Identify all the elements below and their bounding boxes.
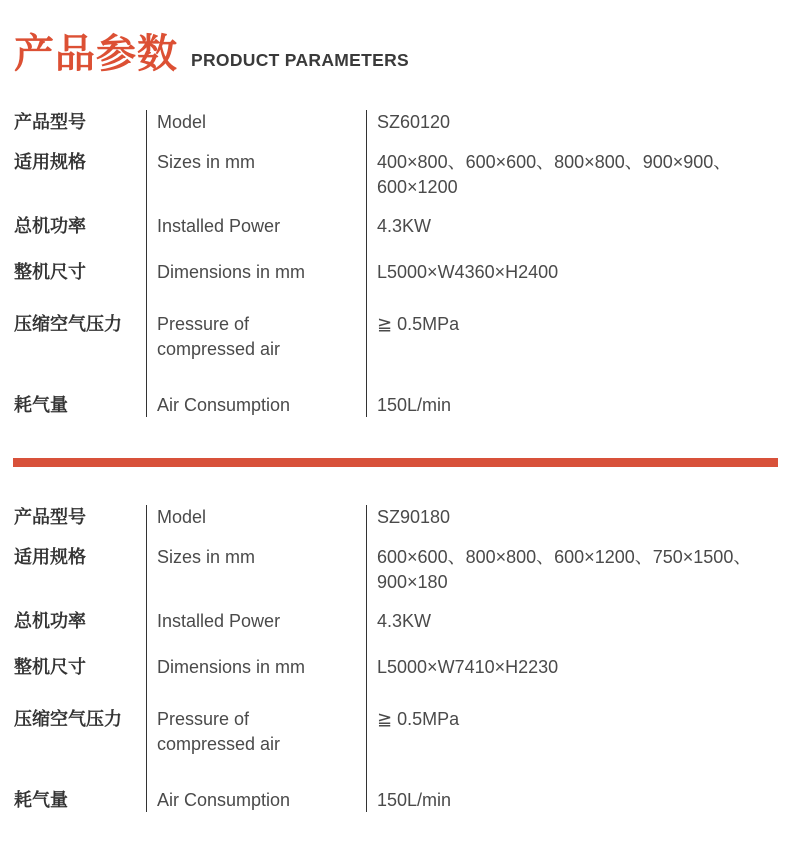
spec-label-zh: 整机尺寸: [14, 657, 86, 677]
page-title-english: PRODUCT PARAMETERS: [191, 50, 409, 70]
spec-label-zh: 适用规格: [14, 547, 86, 567]
spec-row-air-consumption: [14, 393, 780, 427]
spec-label-zh: 耗气量: [14, 790, 68, 810]
spec-value: 150L/min: [377, 395, 452, 415]
spec-value: L5000×W7410×H2230: [377, 657, 559, 677]
spec-table-sz60120: [14, 103, 780, 427]
spec-label-en: Pressure of compressed air: [157, 314, 281, 359]
spec-value: 4.3KW: [377, 611, 432, 631]
spec-label-en: Installed Power: [157, 216, 281, 236]
spec-label-en: Model: [157, 112, 207, 132]
spec-row-sizes: [14, 545, 780, 609]
spec-value: 400×800、600×600、800×800、900×900、600×1200: [377, 152, 732, 197]
spec-label-en: Air Consumption: [157, 790, 291, 810]
spec-label-en: Pressure of compressed air: [157, 709, 281, 754]
section-divider-bar: [13, 458, 778, 467]
spec-value: ≧ 0.5MPa: [377, 709, 460, 729]
spec-label-zh: 总机功率: [14, 611, 86, 631]
spec-row-model: [14, 110, 780, 150]
spec-value: SZ60120: [377, 112, 451, 132]
spec-label-zh: 总机功率: [14, 216, 86, 236]
spec-label-zh: 压缩空气压力: [14, 709, 122, 729]
spec-row-dimensions: [14, 655, 780, 707]
spec-table-sz90180: [14, 498, 780, 822]
spec-row-air-consumption: [14, 788, 780, 822]
spec-row-air-pressure: [14, 312, 780, 393]
spec-label-en: Sizes in mm: [157, 152, 256, 172]
spec-value: ≧ 0.5MPa: [377, 314, 460, 334]
spec-label-en: Air Consumption: [157, 395, 291, 415]
spec-label-zh: 整机尺寸: [14, 262, 86, 282]
spec-label-en: Dimensions in mm: [157, 657, 306, 677]
column-divider-line: [146, 505, 147, 812]
column-divider-line: [146, 110, 147, 417]
spec-label-en: Sizes in mm: [157, 547, 256, 567]
spec-value: 150L/min: [377, 790, 452, 810]
spec-label-zh: 耗气量: [14, 395, 68, 415]
spec-row-air-pressure: [14, 707, 780, 788]
spec-row-installed-power: [14, 214, 780, 260]
spec-value: 600×600、800×800、600×1200、750×1500、900×180: [377, 547, 752, 592]
spec-label-zh: 适用规格: [14, 152, 86, 172]
column-divider-line: [366, 110, 367, 417]
spec-row-dimensions: [14, 260, 780, 312]
spec-label-en: Model: [157, 507, 207, 527]
spec-row-installed-power: [14, 609, 780, 655]
spec-value: 4.3KW: [377, 216, 432, 236]
page-title-chinese: 产品参数: [14, 32, 178, 76]
spec-label-en: Dimensions in mm: [157, 262, 306, 282]
spec-label-zh: 产品型号: [14, 112, 86, 132]
spec-row-model: [14, 505, 780, 545]
spec-row-sizes: [14, 150, 780, 214]
spec-label-zh: 产品型号: [14, 507, 86, 527]
spec-label-en: Installed Power: [157, 611, 281, 631]
spec-label-zh: 压缩空气压力: [14, 314, 122, 334]
page-header: [0, 0, 790, 76]
spec-value: SZ90180: [377, 507, 451, 527]
column-divider-line: [366, 505, 367, 812]
spec-value: L5000×W4360×H2400: [377, 262, 559, 282]
